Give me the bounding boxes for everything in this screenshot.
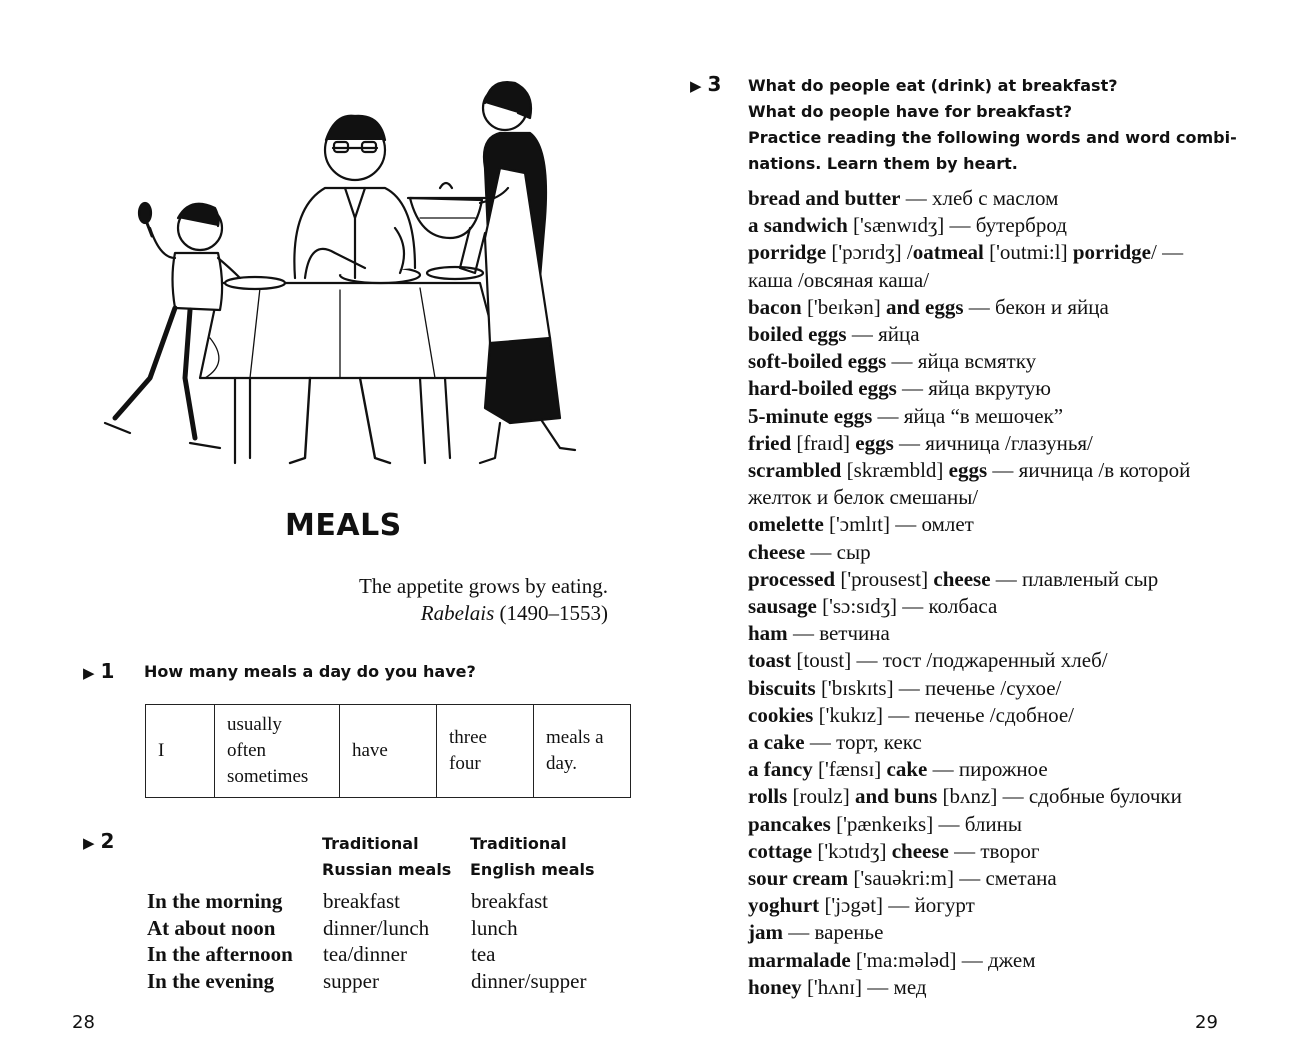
exercise-1-number: ▶ 1 — [83, 659, 115, 683]
list-item — [748, 539, 1248, 566]
list-item — [748, 430, 1248, 457]
vocab-gloss: ['outmi:l] — [983, 240, 1073, 265]
list-item — [748, 294, 1248, 321]
table-cell-frequency: usually often sometimes — [215, 705, 340, 798]
vocab-term: porridge — [748, 240, 827, 265]
vocab-gloss: ['kukɪz] — печенье /сдобное/ — [813, 702, 1074, 727]
triangle-right-icon: ▶ — [83, 834, 95, 852]
vocab-gloss: — яичница /глазунья/ — [893, 430, 1093, 455]
vocab-term: and eggs — [885, 294, 964, 319]
vocab-gloss: — яичница /в которой — [987, 458, 1191, 483]
english-meal-cell: lunch — [471, 915, 518, 940]
table-cell-object: meals a day. — [534, 705, 631, 798]
list-item — [748, 811, 1248, 838]
vocab-term: boiled eggs — [748, 322, 847, 347]
vocab-term: yoghurt — [748, 893, 820, 918]
vocab-term: processed — [748, 566, 836, 591]
exercise-1-question: How many meals a day do you have? — [144, 662, 476, 681]
triangle-right-icon: ▶ — [690, 77, 702, 95]
exercise-3-instructions: What do people eat (drink) at breakfast? What do people have for breakfast? Practice reading the following words and word combi- nations. Learn them by heart. — [748, 76, 1237, 173]
vocab-gloss: каша /овсяная каша/ — [748, 267, 930, 292]
vocab-term: cheese — [748, 539, 806, 564]
vocab-term: eggs — [948, 458, 988, 483]
vocab-gloss: ['ma:mələd] — джем — [850, 947, 1036, 972]
vocab-gloss: — яйца “в мешочек” — [872, 403, 1064, 428]
vocab-gloss: [roulz] — [787, 784, 855, 809]
vocab-gloss: ['beɪkən] — [801, 294, 886, 319]
header-russian-meals: Traditional Russian meals — [322, 834, 452, 879]
list-item — [748, 375, 1248, 402]
vocab-term: bacon — [748, 294, 802, 319]
vocab-gloss: — творог — [948, 838, 1040, 863]
time-cell: At about noon — [147, 915, 276, 940]
english-meal-cell: tea — [471, 942, 496, 966]
vocab-gloss: желток и белок смешаны/ — [748, 485, 979, 510]
page-number-right: 29 — [1195, 1012, 1218, 1033]
vocab-gloss: ['sɔ:sɪdʒ] — колбаса — [816, 594, 998, 619]
header-english-meals: Traditional English meals — [470, 834, 595, 879]
list-item — [748, 566, 1248, 593]
list-item — [748, 348, 1248, 375]
vocab-gloss: — яйца — [846, 322, 920, 347]
list-item — [748, 947, 1248, 974]
list-item — [748, 675, 1248, 702]
vocab-term: omelette — [748, 512, 824, 537]
list-item — [748, 457, 1248, 484]
vocab-term: sausage — [748, 594, 817, 619]
vocab-term: honey — [748, 974, 802, 999]
time-cell: In the afternoon — [147, 942, 293, 966]
vocab-gloss: ['sauəkri:m] — сметана — [848, 866, 1057, 891]
vocab-term: sour cream — [748, 866, 849, 891]
vocab-term: cake — [886, 757, 928, 782]
vocab-term: a sandwich — [748, 213, 848, 238]
list-item — [748, 729, 1248, 756]
vocab-term: ham — [748, 621, 788, 646]
table-cell-number: three four — [437, 705, 534, 798]
page-title: MEALS — [285, 508, 402, 543]
russian-meal-cell: breakfast — [323, 889, 400, 913]
vocab-gloss: [skræmbld] — [841, 458, 949, 483]
vocab-term: soft-boiled eggs — [748, 349, 887, 374]
table-cell-verb: have — [340, 705, 437, 798]
list-item — [748, 838, 1248, 865]
vocab-gloss: ['prousest] — [835, 566, 934, 591]
vocab-gloss: — яйца всмятку — [886, 349, 1037, 374]
vocab-term: oatmeal — [912, 240, 984, 265]
list-item — [748, 239, 1248, 266]
vocab-term: and buns — [854, 784, 938, 809]
list-item — [748, 212, 1248, 239]
vocab-term: a fancy — [748, 757, 813, 782]
vocab-gloss: ['fænsɪ] — [812, 757, 887, 782]
vocab-term: eggs — [855, 430, 894, 455]
list-item — [748, 185, 1248, 212]
english-meal-cell: breakfast — [471, 889, 548, 913]
vocab-gloss: ['sænwɪdʒ] — бутерброд — [847, 213, 1067, 238]
vocab-gloss: — яйца вкрутую — [896, 376, 1051, 401]
vocab-gloss: ['jɔgət] — йогурт — [819, 893, 975, 918]
vocab-term: pancakes — [748, 811, 831, 836]
vocab-term: bread and butter — [748, 186, 901, 210]
list-item — [748, 865, 1248, 892]
list-item — [748, 267, 1248, 294]
epigraph-attribution — [359, 600, 608, 627]
vocab-term: cheese — [933, 566, 991, 591]
exercise-1-table — [145, 704, 631, 798]
english-meal-cell: dinner/supper — [471, 968, 587, 993]
vocab-term: cookies — [748, 702, 814, 727]
vocab-gloss: ['kɔtɪdʒ] — [812, 838, 892, 863]
list-item — [748, 620, 1248, 647]
vocab-term: fried — [748, 430, 792, 455]
list-item — [748, 783, 1248, 810]
russian-meal-cell: tea/dinner — [323, 942, 407, 966]
exercise-3-number: ▶ 3 — [690, 72, 722, 96]
vocabulary-list — [748, 185, 1248, 1001]
family-breakfast-illustration — [90, 78, 590, 468]
vocab-gloss: ['bɪskɪts] — печенье /сухое/ — [815, 675, 1062, 700]
list-item — [748, 892, 1248, 919]
list-item — [748, 702, 1248, 729]
list-item — [748, 593, 1248, 620]
list-item — [748, 511, 1248, 538]
vocab-term: biscuits — [748, 675, 816, 700]
vocab-term: marmalade — [748, 947, 851, 972]
vocab-term: scrambled — [748, 458, 842, 483]
vocab-gloss: ['ɔmlɪt] — омлет — [823, 512, 974, 537]
vocab-gloss: ['pænkeɪks] — блины — [830, 811, 1022, 836]
vocab-term: 5-minute eggs — [748, 403, 873, 428]
vocab-gloss: [toust] — тост /поджаренный хлеб/ — [791, 648, 1108, 673]
vocab-term: a cake — [748, 730, 805, 755]
vocab-gloss: [bʌnz] — сдобные булочки — [937, 784, 1182, 809]
list-item — [748, 756, 1248, 783]
vocab-gloss: — плавленый сыр — [990, 566, 1159, 591]
exercise-2-number: ▶ 2 — [83, 829, 115, 853]
vocab-gloss: — бекон и яйца — [963, 294, 1109, 319]
epigraph-years: (1490–1553) — [499, 601, 608, 625]
russian-meal-cell: supper — [323, 968, 379, 993]
list-item — [748, 484, 1248, 511]
vocab-term: toast — [748, 648, 792, 673]
list-item — [748, 974, 1248, 1001]
triangle-right-icon: ▶ — [83, 664, 95, 682]
vocab-term: jam — [748, 920, 783, 945]
vocab-term: porridge — [1072, 240, 1151, 265]
list-item — [748, 403, 1248, 430]
vocab-gloss: — сыр — [805, 539, 871, 564]
vocab-gloss: / — — [1151, 240, 1184, 265]
page-number-left: 28 — [72, 1012, 95, 1033]
vocab-gloss: ['hʌnɪ] — мед — [801, 974, 927, 999]
vocab-gloss: [fraɪd] — [791, 430, 856, 455]
vocab-gloss: — ветчина — [787, 621, 890, 646]
vocab-term: cottage — [748, 838, 813, 863]
epigraph-quote: The appetite grows by eating. — [358, 574, 608, 598]
vocab-term: rolls — [748, 784, 788, 809]
vocab-gloss: ['pɔrɪdʒ] / — [826, 240, 913, 265]
list-item — [748, 919, 1248, 946]
vocab-gloss: — пирожное — [927, 757, 1048, 782]
time-cell: In the morning — [147, 889, 283, 913]
vocab-term: cheese — [891, 838, 949, 863]
list-item — [748, 321, 1248, 348]
vocab-term: hard-boiled eggs — [748, 376, 897, 401]
list-item — [748, 647, 1248, 674]
vocab-gloss: — хлеб с маслом — [900, 186, 1059, 210]
vocab-gloss: — торт, кекс — [804, 730, 922, 755]
time-cell: In the evening — [147, 968, 275, 993]
table-cell-subject: I — [146, 705, 215, 798]
russian-meal-cell: dinner/lunch — [323, 915, 430, 940]
epigraph-author: Rabelais — [420, 601, 495, 625]
vocab-gloss: — варенье — [783, 920, 884, 945]
epigraph — [359, 573, 608, 627]
